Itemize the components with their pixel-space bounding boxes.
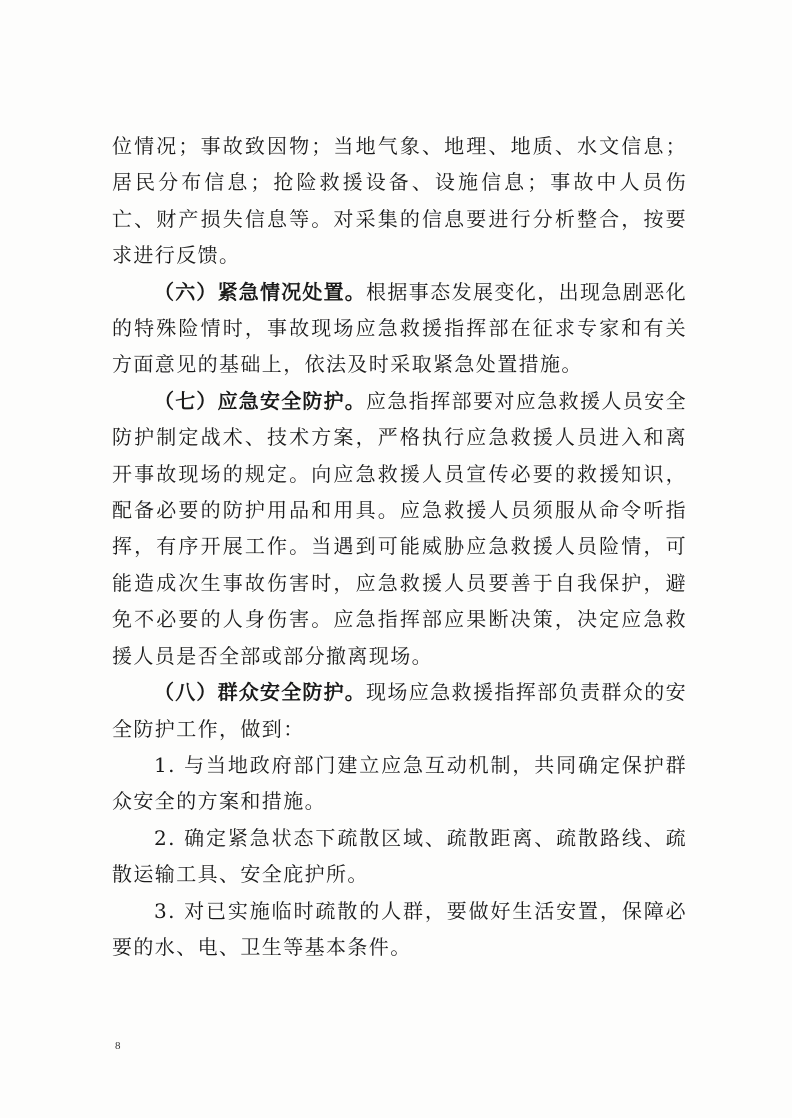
paragraph-text: 位情况；事故致因物；当地气象、地理、地质、水文信息；居民分布信息；抢险救援设备、设施信息；事故中人员伤亡、财产损失信息等。对采集的信息要进行分析整合，按要求进行反馈。	[112, 134, 687, 268]
section-heading: （七）应急安全防护。	[154, 388, 366, 413]
list-item-2	[112, 820, 687, 893]
list-item-3	[112, 893, 687, 966]
paragraph-continuation	[112, 128, 687, 274]
section-heading: （八）群众安全防护。	[154, 680, 366, 705]
paragraph-text: 根据事态发展变化，出现急剧恶化的特殊险情时，事故现场应急救援指挥部在征求专家和有关方面意见的基础上，依法及时采取紧急处置措施。	[112, 279, 687, 377]
list-item-text: 2. 确定紧急状态下疏散区域、疏散距离、疏散路线、疏散运输工具、安全庇护所。	[112, 825, 687, 887]
list-item-text: 1. 与当地政府部门建立应急互动机制，共同确定保护群众安全的方案和措施。	[112, 752, 687, 814]
paragraph-section-6	[112, 274, 687, 383]
paragraph-section-7	[112, 383, 687, 674]
list-item-1	[112, 747, 687, 820]
paragraph-text: 现场应急救援指挥部负责群众的安全防护工作，做到：	[112, 680, 687, 741]
body-text	[112, 128, 687, 965]
list-item-text: 3. 对已实施临时疏散的人群，要做好生活安置，保障必要的水、电、卫生等基本条件。	[112, 898, 687, 959]
page-number: 8	[115, 1040, 121, 1052]
paragraph-section-8	[112, 674, 687, 747]
paragraph-text: 应急指挥部要对应急救援人员安全防护制定战术、技术方案，严格执行应急救援人员进入和离开事故现场的规定。向应急救援人员宣传必要的救援知识，配备必要的防护用品和用具。应急救援人员须服从命令听指挥，有序开展工作。当遇到可能威胁应急救援人员险情，可能造成次生事故伤害时，应急救援人员要善于自我保护，避免不必要的人身伤害。应急指挥部应果断决策，决定应急救援人员是否全部或部分撤离现场。	[112, 388, 687, 668]
section-heading: （六）紧急情况处置。	[154, 279, 366, 304]
